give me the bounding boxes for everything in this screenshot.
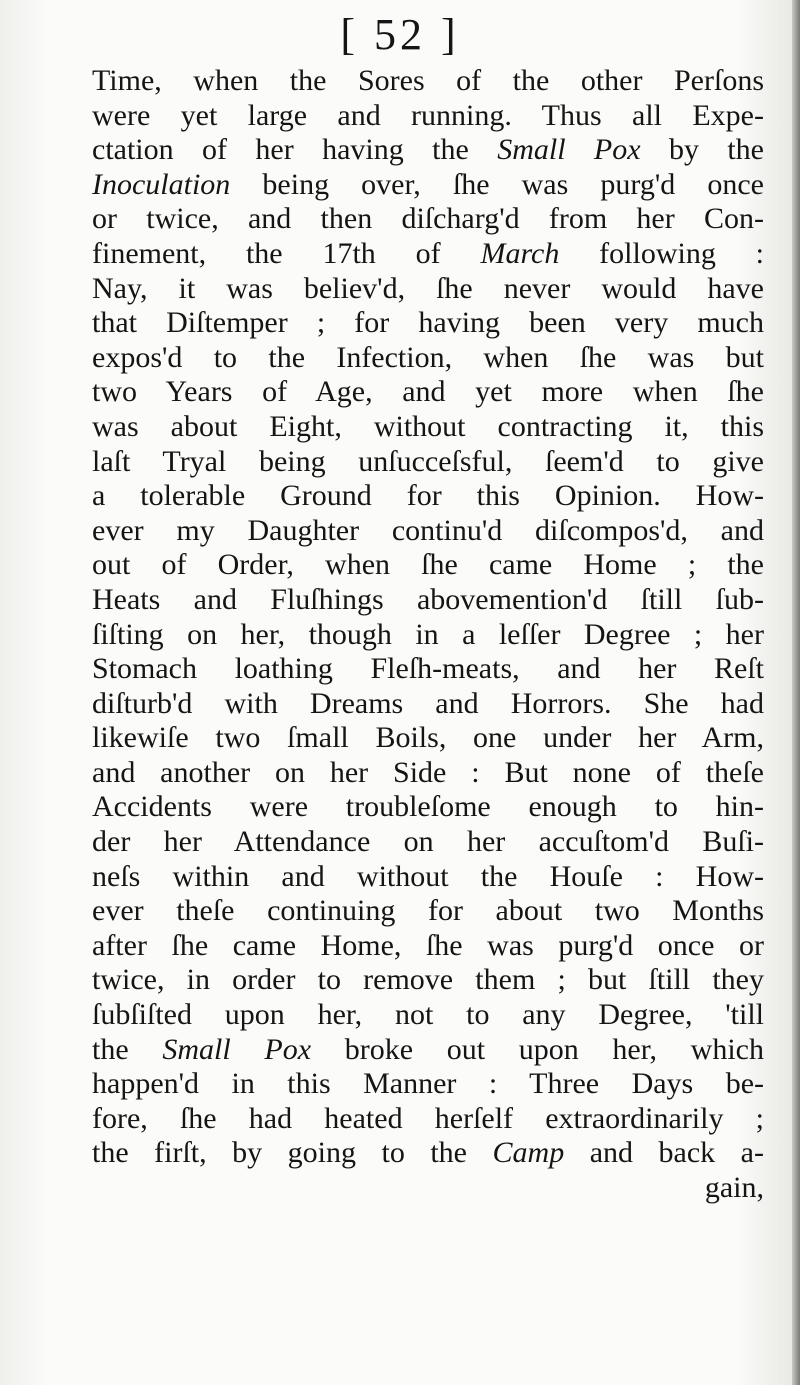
text-segment: twice, in order to remove them ; but ſtill they: [92, 963, 764, 997]
italic-text: Small Pox: [162, 1032, 312, 1066]
text-segment: out of Order, when ſhe came Home ; the: [92, 548, 764, 582]
text-segment: ever my Daughter continu'd diſcompos'd, and: [92, 513, 764, 547]
text-line: [92, 825, 764, 860]
text-line: [92, 894, 764, 929]
text-line: [92, 133, 764, 168]
text-segment: der her Attendance on her accuſtom'd Buſi-: [92, 825, 764, 859]
text-segment: a tolerable Ground for this Opinion. How-: [92, 479, 764, 513]
text-line: [92, 306, 764, 341]
text-line: [92, 168, 764, 203]
text-line: [92, 998, 764, 1033]
text-line: [92, 548, 764, 583]
text-segment: were yet large and running. Thus all Expe-: [92, 98, 764, 132]
text-segment: ſubſiſted upon her, not to any Degree, 'till: [92, 998, 764, 1032]
text-line: [92, 860, 764, 895]
text-segment: ctation of her having the: [92, 133, 498, 167]
text-line: [92, 202, 764, 237]
text-segment: following :: [559, 236, 764, 270]
italic-text: Camp: [492, 1136, 565, 1170]
text-line: [92, 583, 764, 618]
text-line: [92, 479, 764, 514]
text-line: [92, 514, 764, 549]
text-segment: the firſt, by going to the: [92, 1136, 493, 1170]
text-segment: and back a-: [564, 1136, 764, 1170]
text-line: [92, 652, 764, 687]
catchword: gain,: [704, 1171, 764, 1204]
page-number: [ 52 ]: [340, 10, 460, 59]
text-segment: ſiſting on her, though in a leſſer Degree ; her: [92, 617, 764, 651]
text-segment: and another on her Side : But none of theſe: [92, 755, 764, 789]
text-segment: diſturb'd with Dreams and Horrors. She had: [92, 686, 764, 720]
text-line: [92, 1067, 764, 1102]
text-line: [92, 1136, 764, 1171]
text-segment: Accidents were troubleſome enough to hin-: [92, 790, 764, 824]
italic-text: March: [480, 236, 560, 270]
italic-text: Inoculation: [92, 167, 231, 201]
text-segment: being over, ſhe was purg'd once: [230, 167, 764, 201]
text-segment: two Years of Age, and yet more when ſhe: [92, 375, 764, 409]
text-line: [92, 237, 764, 272]
text-segment: expos'd to the Infection, when ſhe was but: [92, 340, 764, 374]
text-line: [92, 963, 764, 998]
text-line: [92, 1033, 764, 1068]
text-segment: neſs within and without the Houſe : How-: [92, 859, 764, 893]
text-line: [92, 721, 764, 756]
text-segment: laſt Tryal being unſucceſsful, ſeem'd to give: [92, 444, 764, 478]
text-segment: by the: [640, 133, 764, 167]
text-segment: ever theſe continuing for about two Months: [92, 894, 764, 928]
text-segment: that Diſtemper ; for having been very much: [92, 306, 764, 340]
text-segment: Nay, it was believ'd, ſhe never would have: [92, 271, 764, 305]
text-segment: finement, the 17th of: [92, 236, 481, 270]
italic-text: Small Pox: [497, 133, 641, 167]
text-segment: was about Eight, without contracting it, this: [92, 409, 764, 443]
text-segment: broke out upon her, which: [311, 1032, 764, 1066]
text-segment: happen'd in this Manner : Three Days be-: [92, 1067, 764, 1101]
text-line: [92, 1102, 764, 1137]
text-line: [92, 410, 764, 445]
text-segment: Heats and Fluſhings abovemention'd ſtill ſub-: [92, 582, 764, 616]
text-line: [92, 99, 764, 134]
text-line: [92, 756, 764, 791]
text-line: [92, 64, 764, 99]
text-segment: after ſhe came Home, ſhe was purg'd once or: [92, 928, 764, 962]
text-segment: the: [92, 1032, 163, 1066]
text-segment: or twice, and then diſcharg'd from her Con-: [92, 202, 764, 236]
text-line: [92, 375, 764, 410]
text-line: [92, 272, 764, 307]
text-line: [92, 618, 764, 653]
text-line: [92, 445, 764, 480]
body-text: [92, 64, 764, 1206]
show-through-ghost-text: [95, 1310, 715, 1350]
text-line: [92, 687, 764, 722]
text-segment: Stomach loathing Fleſh-meats, and her Reſt: [92, 652, 764, 686]
text-line: [92, 929, 764, 964]
text-segment: fore, ſhe had heated herſelf extraordinarily ;: [92, 1101, 764, 1135]
text-segment: likewiſe two ſmall Boils, one under her Arm,: [92, 721, 764, 755]
text-line: [92, 341, 764, 376]
text-segment: Time, when the Sores of the other Perſons: [92, 64, 764, 97]
page-edge-shadow: [792, 0, 800, 1385]
text-line: [92, 790, 764, 825]
